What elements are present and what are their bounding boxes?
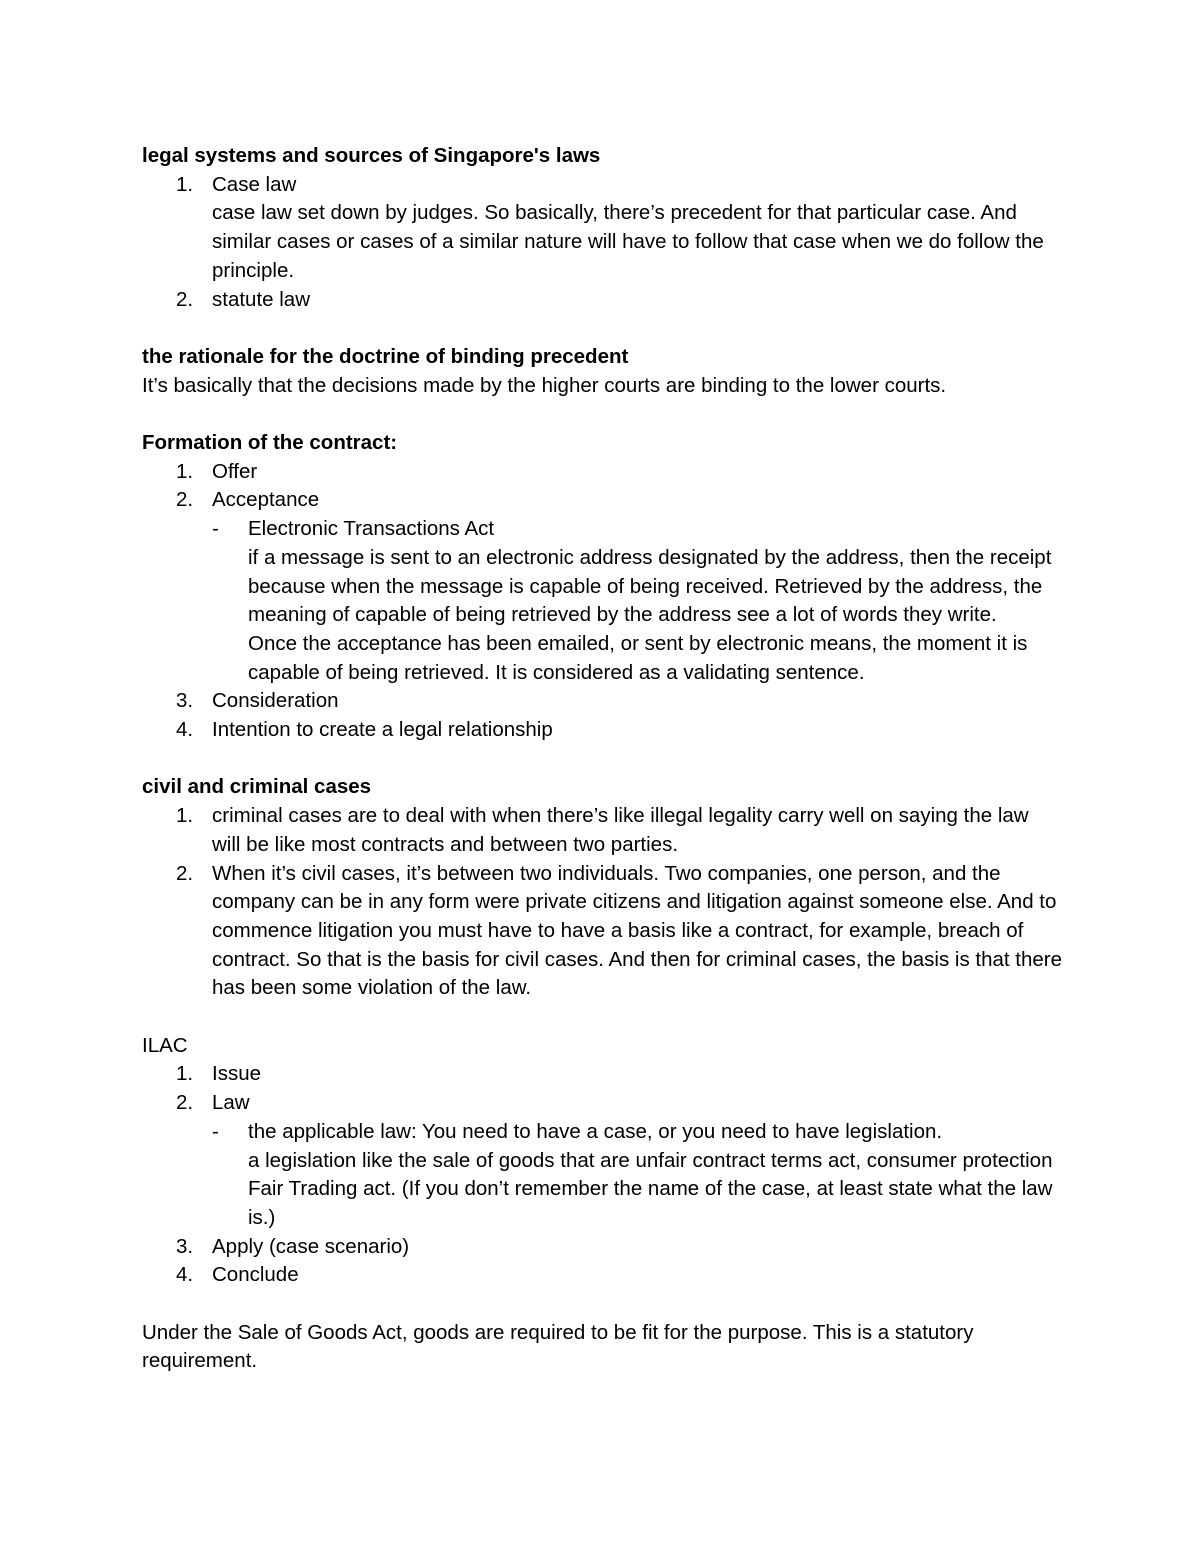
list-item: [142, 286, 1062, 315]
section-ilac: [142, 1032, 1062, 1290]
list-item-title: Conclude: [212, 1263, 299, 1287]
list-item: [142, 486, 1062, 687]
list-number: 2.: [176, 488, 194, 512]
list-item-text: When it’s civil cases, it’s between two individuals. Two companies, one person, and the company can be in any form were private citizens and litigation against someone else. And to commence litigation you must have to have a basis like a contract, for example, breach of contract. So that is the basis for civil cases. And then for criminal cases, the basis is that there has been some violation of the law.: [212, 861, 1063, 1000]
numbered-list: [142, 458, 1062, 745]
list-item: [142, 860, 1062, 1004]
list-item-title: Consideration: [212, 689, 339, 713]
section-legal-systems: [142, 142, 1062, 314]
list-item: [142, 687, 1062, 716]
list-item-title: Case law: [212, 172, 297, 196]
numbered-list: [142, 802, 1062, 1003]
section-heading: civil and criminal cases: [142, 775, 372, 799]
dash-list-item: [212, 1118, 1062, 1233]
dash-list-item: [212, 515, 1062, 687]
list-item: [142, 1261, 1062, 1290]
section-civil-criminal: [142, 773, 1062, 1003]
list-number: 3.: [176, 689, 194, 713]
dash-bullet: -: [212, 517, 219, 541]
list-item-text: criminal cases are to deal with when there’s like illegal legality carry well on saying the law will be like most contracts and between two parties.: [212, 804, 1029, 856]
section-rationale: [142, 343, 1062, 400]
list-item-title: Law: [212, 1091, 250, 1115]
section-body: It’s basically that the decisions made by the higher courts are binding to the lower courts.: [142, 373, 947, 397]
numbered-list: [142, 171, 1062, 315]
closing-paragraph: Under the Sale of Goods Act, goods are required to be fit for the purpose. This is a statutory requirement.: [142, 1320, 974, 1373]
dash-list: [212, 515, 1062, 687]
list-number: 2.: [176, 861, 194, 885]
numbered-list: [142, 1060, 1062, 1290]
section-heading: the rationale for the doctrine of binding precedent: [142, 344, 629, 368]
list-number: 3.: [176, 1234, 194, 1258]
dash-item-paragraph: the applicable law: You need to have a case, or you need to have legislation.: [248, 1119, 943, 1143]
list-item-title: Offer: [212, 459, 258, 483]
section-heading: ILAC: [142, 1033, 188, 1057]
list-item-title: Apply (case scenario): [212, 1234, 410, 1258]
list-number: 1.: [176, 172, 194, 196]
section-heading: legal systems and sources of Singapore's laws: [142, 144, 601, 167]
list-item-title: Acceptance: [212, 488, 320, 512]
list-item: [142, 716, 1062, 745]
dash-item-paragraph: Once the acceptance has been emailed, or sent by electronic means, the moment it is capable of being retrieved. It is considered as a validating sentence.: [248, 631, 1028, 684]
section-formation: [142, 429, 1062, 745]
list-item: [142, 1089, 1062, 1233]
document-page: [142, 142, 1062, 1376]
list-item: [142, 1060, 1062, 1089]
list-number: 1.: [176, 1062, 194, 1086]
list-item-detail: case law set down by judges. So basically, there’s precedent for that particular case. And similar cases or cases of a similar nature will have to follow that case when we do follow the principle.: [212, 201, 1044, 282]
list-item-title: statute law: [212, 287, 310, 311]
list-item: [142, 171, 1062, 286]
list-number: 1.: [176, 804, 194, 828]
list-item-title: Intention to create a legal relationship: [212, 718, 553, 742]
list-number: 2.: [176, 287, 194, 311]
dash-item-title: Electronic Transactions Act: [248, 517, 495, 541]
section-heading: Formation of the contract:: [142, 431, 398, 454]
list-number: 2.: [176, 1091, 194, 1115]
list-number: 1.: [176, 459, 194, 483]
list-item: [142, 802, 1062, 859]
dash-list: [212, 1118, 1062, 1233]
dash-item-paragraph: if a message is sent to an electronic address designated by the address, then the receipt because when the message is capable of being received. Retrieved by the address, the meaning of capable of being retrieved by the address see a lot of words they write.: [248, 545, 1052, 627]
dash-item-paragraph: a legislation like the sale of goods that are unfair contract terms act, consumer protection Fair Trading act. (If you don’t remember the name of the case, at least state what the law is.): [248, 1148, 1053, 1229]
dash-bullet: -: [212, 1119, 219, 1143]
list-item: [142, 1233, 1062, 1262]
section-closing: [142, 1319, 1062, 1376]
list-number: 4.: [176, 1263, 194, 1287]
list-item: [142, 458, 1062, 487]
list-item-title: Issue: [212, 1062, 261, 1086]
list-number: 4.: [176, 718, 194, 742]
